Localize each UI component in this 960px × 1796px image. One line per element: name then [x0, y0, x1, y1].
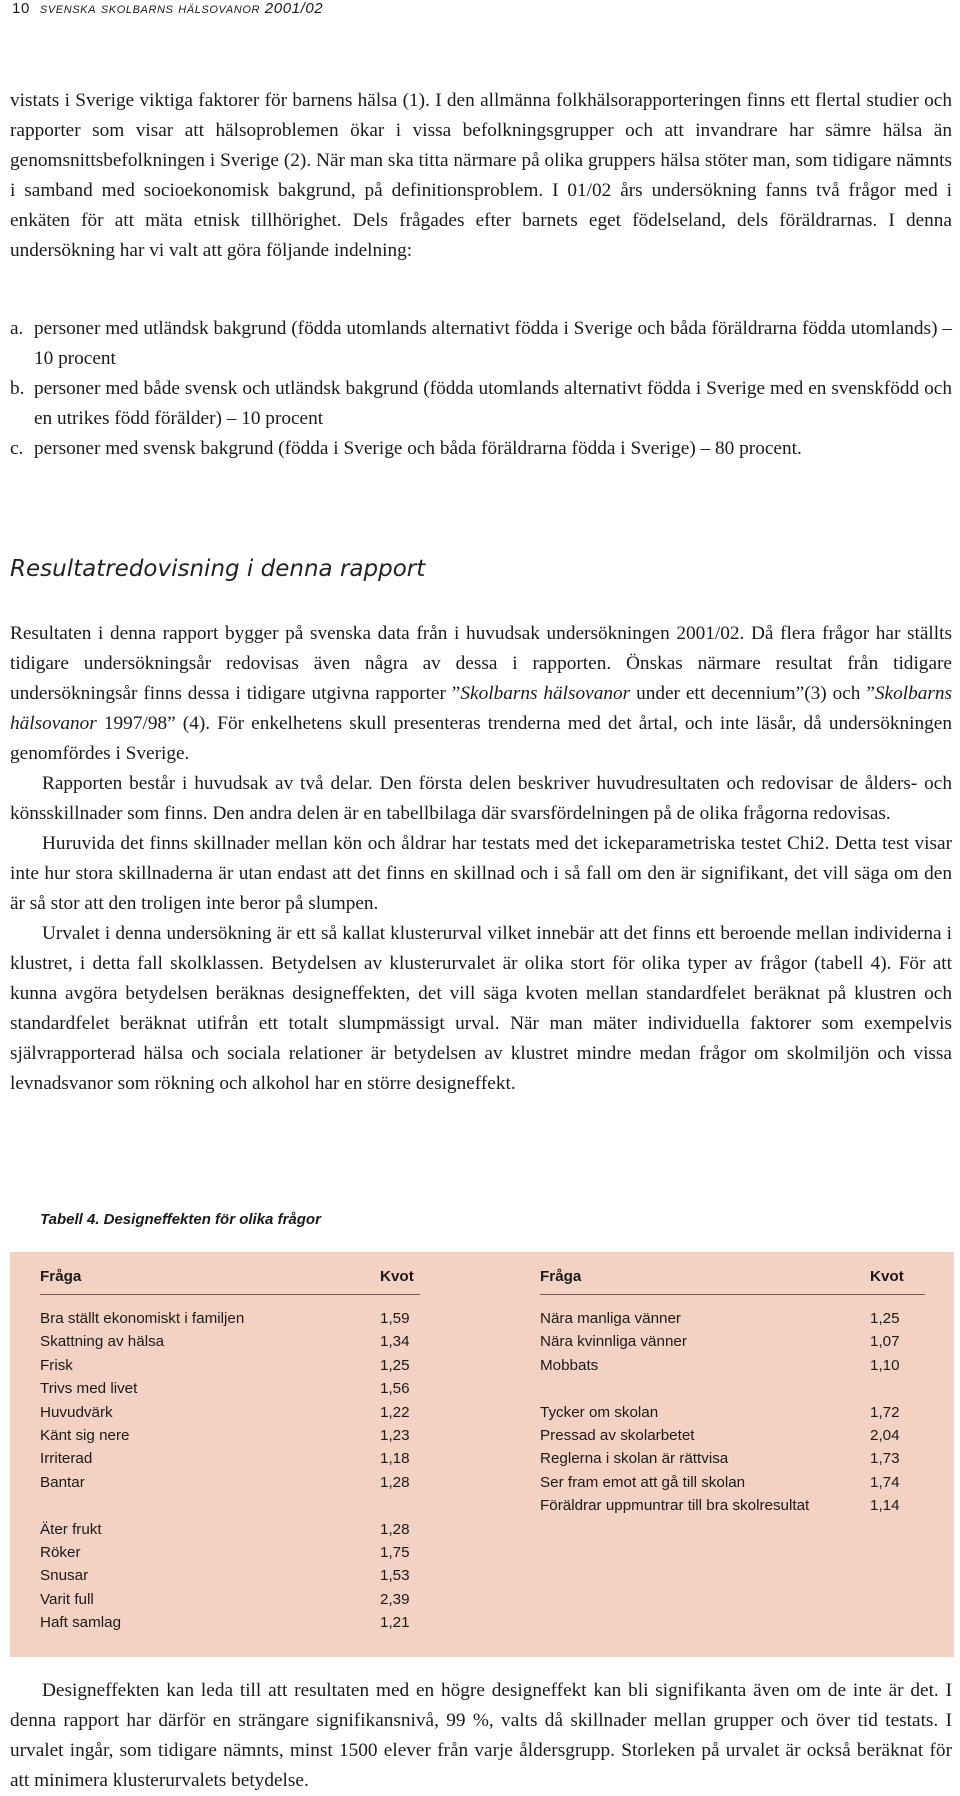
question-cell: Irriterad [40, 1450, 93, 1468]
ratio-cell: 1,56 [380, 1380, 410, 1398]
section-paragraph: Huruvida det finns skillnader mellan kön och åldrar har testats med det ickeparametriska testet Chi2. Detta test visar inte hur stora skillnaderna är utan endast att det finns en skillnad och i så fall om den är signifikant, det vill säga om den är så stor att den troligen inte beror på slumpen. [10, 833, 952, 914]
list-item [10, 434, 952, 464]
ratio-cell: 1,75 [380, 1544, 410, 1561]
ratio-cell: 1,25 [870, 1310, 900, 1327]
table-row [540, 1355, 925, 1377]
ratio-cell: 1,34 [380, 1333, 410, 1351]
ratio-cell: 1,59 [380, 1310, 410, 1327]
question-cell: Nära manliga vänner [540, 1310, 681, 1327]
running-header [12, 0, 323, 20]
section-heading: Resultatredovisning i denna rapport [10, 556, 426, 582]
question-cell: Mobbats [540, 1356, 599, 1374]
closing-paragraph: Designeffekten kan leda till att resultaten med en högre designeffekt kan bli signifikanta även om de inte är det. I denna rapport har därför en strängare signifikansnivå, 99 %, valts då skillnader mellan grupper och över tid testats. I urvalet ingår, som tidigare nämnts, minst 1500 elever från varje åldersgrupp. Storleken på urvalet är också beräknat för att minimera klusterurvalets betydelse. [10, 1680, 952, 1791]
question-cell: Tycker om skolan [540, 1403, 659, 1421]
question-cell: Frisk [40, 1356, 73, 1374]
table-row [540, 1331, 925, 1353]
question-cell: Skattning av hälsa [40, 1333, 165, 1351]
table-row [40, 1495, 420, 1517]
page-number: 10 [12, 0, 30, 17]
question-cell: Varit full [40, 1590, 94, 1608]
ratio-cell: 1,53 [380, 1567, 410, 1585]
ratio-cell: 1,28 [380, 1473, 410, 1491]
ratio-cell: 1,72 [870, 1403, 900, 1421]
column-header-question: Fråga [540, 1268, 582, 1285]
ratio-cell: 1,74 [870, 1473, 900, 1491]
table-header-row [40, 1268, 420, 1285]
table-row [40, 1402, 420, 1424]
list-item-label: a. [10, 318, 24, 339]
table-row [540, 1495, 925, 1517]
table-row [40, 1425, 420, 1447]
ratio-cell: 2,04 [870, 1427, 900, 1444]
question-cell: Bra ställt ekonomiskt i familjen [40, 1310, 245, 1327]
question-cell: Bantar [40, 1473, 85, 1491]
ratio-cell: 1,25 [380, 1356, 410, 1374]
ratio-cell: 1,22 [380, 1403, 410, 1421]
paragraph-text: Resultaten i denna rapport bygger på svenska data från i huvudsak undersökningen 2001/02. Då flera frågor har ställts tidigare undersökningsår redovisas även några av dessa i rapporten. Önskas närmare resultat från tidigare undersökningsår finns dessa i tidigare utgivna rapporter ” [10, 623, 952, 704]
table-row [40, 1378, 420, 1400]
table-row [40, 1612, 420, 1634]
table-row [40, 1472, 420, 1494]
table-row [40, 1331, 420, 1353]
intro-paragraph: vistats i Sverige viktiga faktorer för barnens hälsa (1). I den allmänna folkhälsorapporteringen finns ett flertal studier och rapporter som visar att hälsoproblemen ökar i vissa befolkningsgrupper och att invandrare har sämre hälsa än genomsnittsbefolkningen i Sverige (2). När man ska titta närmare på olika gruppers hälsa stöter man, som tidigare nämnts i samband med socioekonomisk bakgrund, på definitionsproblem. I 01/02 års undersökning fanns två frågor med i enkäten för att mäta etnisk tillhörighet. Dels frågades efter barnets eget födelseland, dels föräldrarnas. I denna undersökning har vi valt att göra följande indelning: [10, 90, 952, 261]
question-cell: Snusar [40, 1567, 89, 1585]
list-item-text: personer med svensk bakgrund (födda i Sverige och båda föräldrarna födda i Sverige) – 80 procent. [34, 438, 802, 459]
question-cell: Föräldrar uppmuntrar till bra skolresultat [540, 1497, 810, 1515]
section-paragraph: Rapporten består i huvudsak av två delar. Den första delen beskriver huvudresultaten och redovisar de ålders- och könsskillnader som finns. Den andra delen är en tabellbilaga där svarsfördelningen på de olika frågorna redovisas. [10, 773, 952, 824]
ratio-cell: 1,73 [870, 1450, 900, 1468]
table-row [40, 1519, 420, 1541]
table-row [540, 1425, 925, 1447]
section-paragraph: Urvalet i denna undersökning är ett så kallat klusterurval vilket innebär att det finns ett beroende mellan individerna i klustret, i detta fall skolklassen. Betydelsen av klusterurvalet är olika stort för olika typer av frågor (tabell 4). För att kunna avgöra betydelsen beräknas designeffekten, det vill säga kvoten mellan standardfelet beräknat på klustren och standardfelet beräknat utifrån ett totalt slumpmässigt urval. När man mäter individuella faktorer som exempelvis självrapporterad hälsa och sociala relationer är betydelsen av klustret mindre medan frågor om skolmiljön och vissa levnadsvanor som rökning och alkohol har en större designeffekt. [10, 923, 952, 1094]
question-cell: Känt sig nere [40, 1427, 130, 1444]
column-header-question: Fråga [40, 1268, 82, 1285]
italic-title: Skolbarns hälsovanor [10, 683, 952, 734]
table-row [40, 1589, 420, 1611]
intro-paragraph-block [10, 86, 952, 266]
closing-paragraph-block [10, 1676, 952, 1796]
paragraph-text: under ett decennium”(3) och ” [630, 683, 875, 704]
ratio-cell: 1,23 [380, 1427, 410, 1444]
list-item-text: personer med både svensk och utländsk bakgrund (födda utomlands alternativt födda i Sverige med en svenskfödd och en utrikes född förälder) – 10 procent [34, 378, 952, 429]
question-cell: Trivs med livet [40, 1380, 138, 1398]
header-rule [540, 1294, 925, 1295]
list-item [10, 374, 952, 434]
table-row [40, 1308, 420, 1330]
table-row [540, 1402, 925, 1424]
section-paragraph [10, 619, 952, 769]
section-body [10, 619, 952, 1099]
question-cell: Ser fram emot att gå till skolan [540, 1473, 746, 1491]
list-item-label: b. [10, 378, 25, 399]
table-caption: Tabell 4. Designeffekten för olika frågor [40, 1211, 321, 1228]
ratio-cell: 2,39 [380, 1590, 410, 1608]
list-item [10, 314, 952, 374]
table-row [540, 1378, 925, 1400]
table-row [40, 1448, 420, 1470]
table-row [40, 1355, 420, 1377]
ratio-cell: 1,10 [870, 1356, 900, 1374]
question-cell: Reglerna i skolan är rättvisa [540, 1450, 729, 1468]
question-cell: Äter frukt [40, 1520, 102, 1538]
ratio-cell: 1,28 [380, 1520, 410, 1538]
question-cell: Pressad av skolarbetet [540, 1427, 695, 1444]
ratio-cell: 1,18 [380, 1450, 410, 1468]
question-cell: Huvudvärk [40, 1403, 113, 1421]
table-row [540, 1308, 925, 1330]
list-item-text: personer med utländsk bakgrund (födda utomlands alternativt födda i Sverige och båda föräldrarna födda utomlands) – 10 procent [34, 318, 952, 369]
ethnicity-list [10, 314, 952, 464]
running-title: svenska skolbarns hälsovanor 2001/02 [39, 0, 324, 17]
table-row [40, 1542, 420, 1564]
table-row [540, 1448, 925, 1470]
design-effect-table [10, 1252, 954, 1657]
question-cell: Haft samlag [40, 1614, 122, 1632]
list-item-label: c. [10, 438, 24, 459]
question-cell: Nära kvinnliga vänner [540, 1333, 687, 1351]
header-rule [40, 1294, 420, 1295]
column-header-ratio: Kvot [380, 1268, 414, 1285]
paragraph-text: 1997/98” (4). För enkelhetens skull presenteras trenderna med det årtal, och inte läsår, då undersökningen genomfördes i Sverige. [10, 713, 952, 764]
ratio-cell: 1,14 [870, 1497, 900, 1515]
table-row [540, 1472, 925, 1494]
ratio-cell: 1,21 [380, 1614, 410, 1632]
table-header-row [540, 1268, 925, 1285]
question-cell: Röker [40, 1544, 81, 1561]
italic-title: Skolbarns hälsovanor [460, 683, 631, 704]
column-header-ratio: Kvot [870, 1268, 904, 1285]
ratio-cell: 1,07 [870, 1333, 900, 1351]
table-row [40, 1565, 420, 1587]
